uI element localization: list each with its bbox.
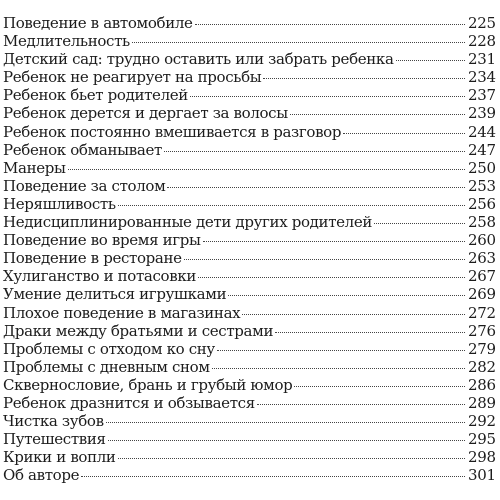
toc-entry[interactable]: [3, 123, 494, 141]
toc-entry-title: Проблемы с дневным сном: [3, 357, 210, 376]
toc-entry[interactable]: [3, 322, 494, 340]
toc-entry-title: Об авторе: [3, 466, 80, 485]
toc-entry-title: Крики и вопли: [3, 448, 116, 467]
toc-entry-title: Ребенок постоянно вмешивается в разговор: [3, 122, 342, 141]
toc-dot-leader: [167, 187, 465, 188]
toc-entry-page: 269: [468, 285, 496, 304]
toc-dot-leader: [212, 368, 465, 369]
toc-entry[interactable]: [3, 86, 494, 104]
toc-entry-title: Хулиганство и потасовки: [3, 267, 197, 286]
toc-entry[interactable]: [3, 412, 494, 430]
toc-entry-title: Поведение за столом: [3, 176, 166, 195]
toc-entry[interactable]: [3, 159, 494, 177]
toc-dot-leader: [195, 24, 465, 25]
toc-entry-page: 256: [468, 194, 496, 213]
toc-dot-leader: [263, 78, 465, 79]
toc-entry-page: 272: [468, 303, 496, 322]
toc-entry[interactable]: [3, 213, 494, 231]
toc-entry-title: Детский сад: трудно оставить или забрать ребенка: [3, 50, 394, 69]
toc-entry-title: Путешествия: [3, 430, 106, 449]
toc-entry-page: 253: [468, 176, 496, 195]
toc-dot-leader: [68, 169, 465, 170]
toc-entry[interactable]: [3, 267, 494, 285]
toc-entry-page: 289: [468, 393, 496, 412]
toc-dot-leader: [228, 295, 465, 296]
toc-dot-leader: [275, 332, 465, 333]
toc-dot-leader: [164, 151, 465, 152]
toc-dot-leader: [203, 241, 465, 242]
toc-entry-page: 267: [468, 267, 496, 286]
toc-entry[interactable]: [3, 68, 494, 86]
toc-entry-title: Манеры: [3, 158, 66, 177]
toc-dot-leader: [217, 350, 465, 351]
toc-entry-title: Плохое поведение в магазинах: [3, 303, 241, 322]
toc-entry-title: Недисциплинированные дети других родителей: [3, 213, 373, 232]
toc-entry-title: Ребенок не реагирует на просьбы: [3, 68, 262, 87]
toc-dot-leader: [290, 114, 465, 115]
toc-entry[interactable]: [3, 304, 494, 322]
toc-entry-page: 247: [468, 140, 496, 159]
toc-entry[interactable]: [3, 32, 494, 50]
toc-entry-page: 244: [468, 122, 496, 141]
toc-dot-leader: [190, 96, 465, 97]
toc-entry-title: Проблемы с отходом ко сну: [3, 339, 215, 358]
toc-dot-leader: [242, 314, 465, 315]
toc-dot-leader: [118, 458, 465, 459]
toc-dot-leader: [106, 422, 465, 423]
toc-entry[interactable]: [3, 376, 494, 394]
toc-entry-page: 301: [468, 466, 496, 485]
toc-entry[interactable]: [3, 340, 494, 358]
toc-entry[interactable]: [3, 358, 494, 376]
toc-entry[interactable]: [3, 14, 494, 32]
toc-entry-title: Ребенок дерется и дергает за волосы: [3, 104, 288, 123]
toc-dot-leader: [294, 386, 465, 387]
toc-entry-title: Ребенок обманывает: [3, 140, 162, 159]
toc-entry[interactable]: [3, 104, 494, 122]
toc-entry[interactable]: [3, 177, 494, 195]
toc-dot-leader: [396, 60, 465, 61]
toc-entry[interactable]: [3, 430, 494, 448]
toc-entry-title: Поведение во время игры: [3, 231, 201, 250]
toc-entry-page: 292: [468, 412, 496, 431]
toc-dot-leader: [257, 404, 465, 405]
toc-entry-title: Умение делиться игрушками: [3, 285, 227, 304]
toc-entry-page: 295: [468, 430, 496, 449]
toc-entry-page: 225: [468, 14, 496, 32]
toc-entry-title: Поведение в ресторане: [3, 249, 182, 268]
toc-entry-page: 298: [468, 448, 496, 467]
toc-entry-title: Неряшливость: [3, 194, 116, 213]
toc-entry-page: 282: [468, 357, 496, 376]
toc-entry[interactable]: [3, 285, 494, 303]
toc-entry-title: Чистка зубов: [3, 412, 104, 431]
toc-entry-title: Драки между братьями и сестрами: [3, 321, 274, 340]
toc-entry[interactable]: [3, 50, 494, 68]
toc-entry[interactable]: [3, 466, 494, 484]
toc-dot-leader: [81, 476, 465, 477]
toc-entry-title: Медлительность: [3, 32, 130, 51]
toc-dot-leader: [374, 223, 465, 224]
toc-entry[interactable]: [3, 141, 494, 159]
toc-entry-page: 263: [468, 249, 496, 268]
toc-entry-page: 228: [468, 32, 496, 51]
toc-dot-leader: [184, 259, 465, 260]
toc-entry[interactable]: [3, 249, 494, 267]
toc-entry-page: 231: [468, 50, 496, 69]
toc-entry[interactable]: [3, 448, 494, 466]
toc-dot-leader: [198, 277, 465, 278]
toc-entry-page: 237: [468, 86, 496, 105]
toc-dot-leader: [132, 42, 465, 43]
toc-entry-page: 250: [468, 158, 496, 177]
toc-entry-page: 279: [468, 339, 496, 358]
toc-entry-title: Ребенок дразнится и обзывается: [3, 393, 255, 412]
toc-entry[interactable]: [3, 394, 494, 412]
toc-entry-page: 276: [468, 321, 496, 340]
toc-dot-leader: [343, 133, 465, 134]
toc-entry-title: Сквернословие, брань и грубый юмор: [3, 375, 293, 394]
toc-entry-title: Ребенок бьет родителей: [3, 86, 188, 105]
toc-entry[interactable]: [3, 195, 494, 213]
toc-entry[interactable]: [3, 231, 494, 249]
toc-entry-page: 258: [468, 213, 496, 232]
toc-entry-title: Поведение в автомобиле: [3, 14, 193, 32]
toc-dot-leader: [108, 440, 465, 441]
toc-dot-leader: [118, 205, 465, 206]
toc-entry-page: 260: [468, 231, 496, 250]
toc-entry-page: 239: [468, 104, 496, 123]
toc-entry-page: 234: [468, 68, 496, 87]
toc-entry-page: 286: [468, 375, 496, 394]
